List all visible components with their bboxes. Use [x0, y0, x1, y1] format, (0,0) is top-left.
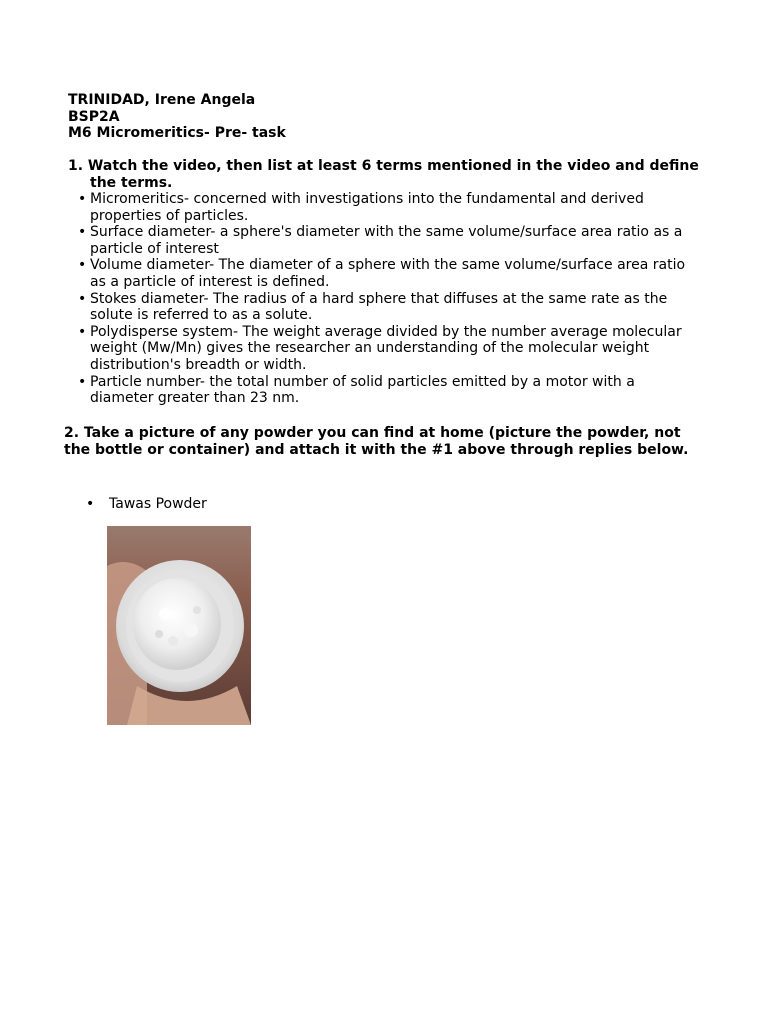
list-item [78, 291, 688, 324]
term-text: Polydisperse system- The weight average divided by the number average molecular weight (Mw/Mn) gives the researcher an understanding of the molecular weight distribution's breadth or width. [90, 323, 682, 373]
question-1-text: 1. Watch the video, then list at least 6 terms mentioned in the video and define the terms. [68, 158, 699, 191]
list-item [78, 224, 688, 257]
term-text: Micromeritics- concerned with investigations into the fundamental and derived properties of particles. [90, 191, 644, 224]
bullet-icon: • [78, 290, 87, 307]
term-text: Volume diameter- The diameter of a sphere with the same volume/surface area ratio as a particle of interest is defined. [90, 257, 686, 290]
term-text: Stokes diameter- The radius of a hard sphere that diffuses at the same rate as the solute is referred to as a solute. [90, 290, 668, 324]
student-name: TRINIDAD, Irene Angela [68, 92, 256, 108]
list-item [78, 257, 688, 290]
bullet-icon: • [86, 496, 95, 512]
bullet-icon: • [78, 257, 87, 274]
bullet-icon: • [78, 191, 87, 207]
list-item [78, 324, 688, 374]
list-item [78, 374, 688, 407]
bullet-icon: • [78, 373, 87, 390]
term-text: Surface diameter- a sphere's diameter with the same volume/surface area ratio as a particle of interest [90, 224, 683, 257]
powder-photo [107, 526, 251, 725]
terms-list [78, 191, 688, 407]
bullet-icon: • [78, 323, 87, 340]
task-title: M6 Micromeritics- Pre- task [68, 125, 286, 142]
question-1 [68, 158, 708, 191]
bullet-icon: • [78, 224, 87, 241]
student-section: BSP2A [68, 108, 120, 125]
term-text: Particle number- the total number of solid particles emitted by a motor with a diameter greater than 23 nm. [90, 373, 635, 407]
powder-label: Tawas Powder [109, 496, 207, 512]
question-2: 2. Take a picture of any powder you can find at home (picture the powder, not the bottle or container) and attach it with the #1 above through replies below. [64, 425, 689, 458]
student-header [68, 92, 286, 142]
list-item [78, 191, 688, 224]
